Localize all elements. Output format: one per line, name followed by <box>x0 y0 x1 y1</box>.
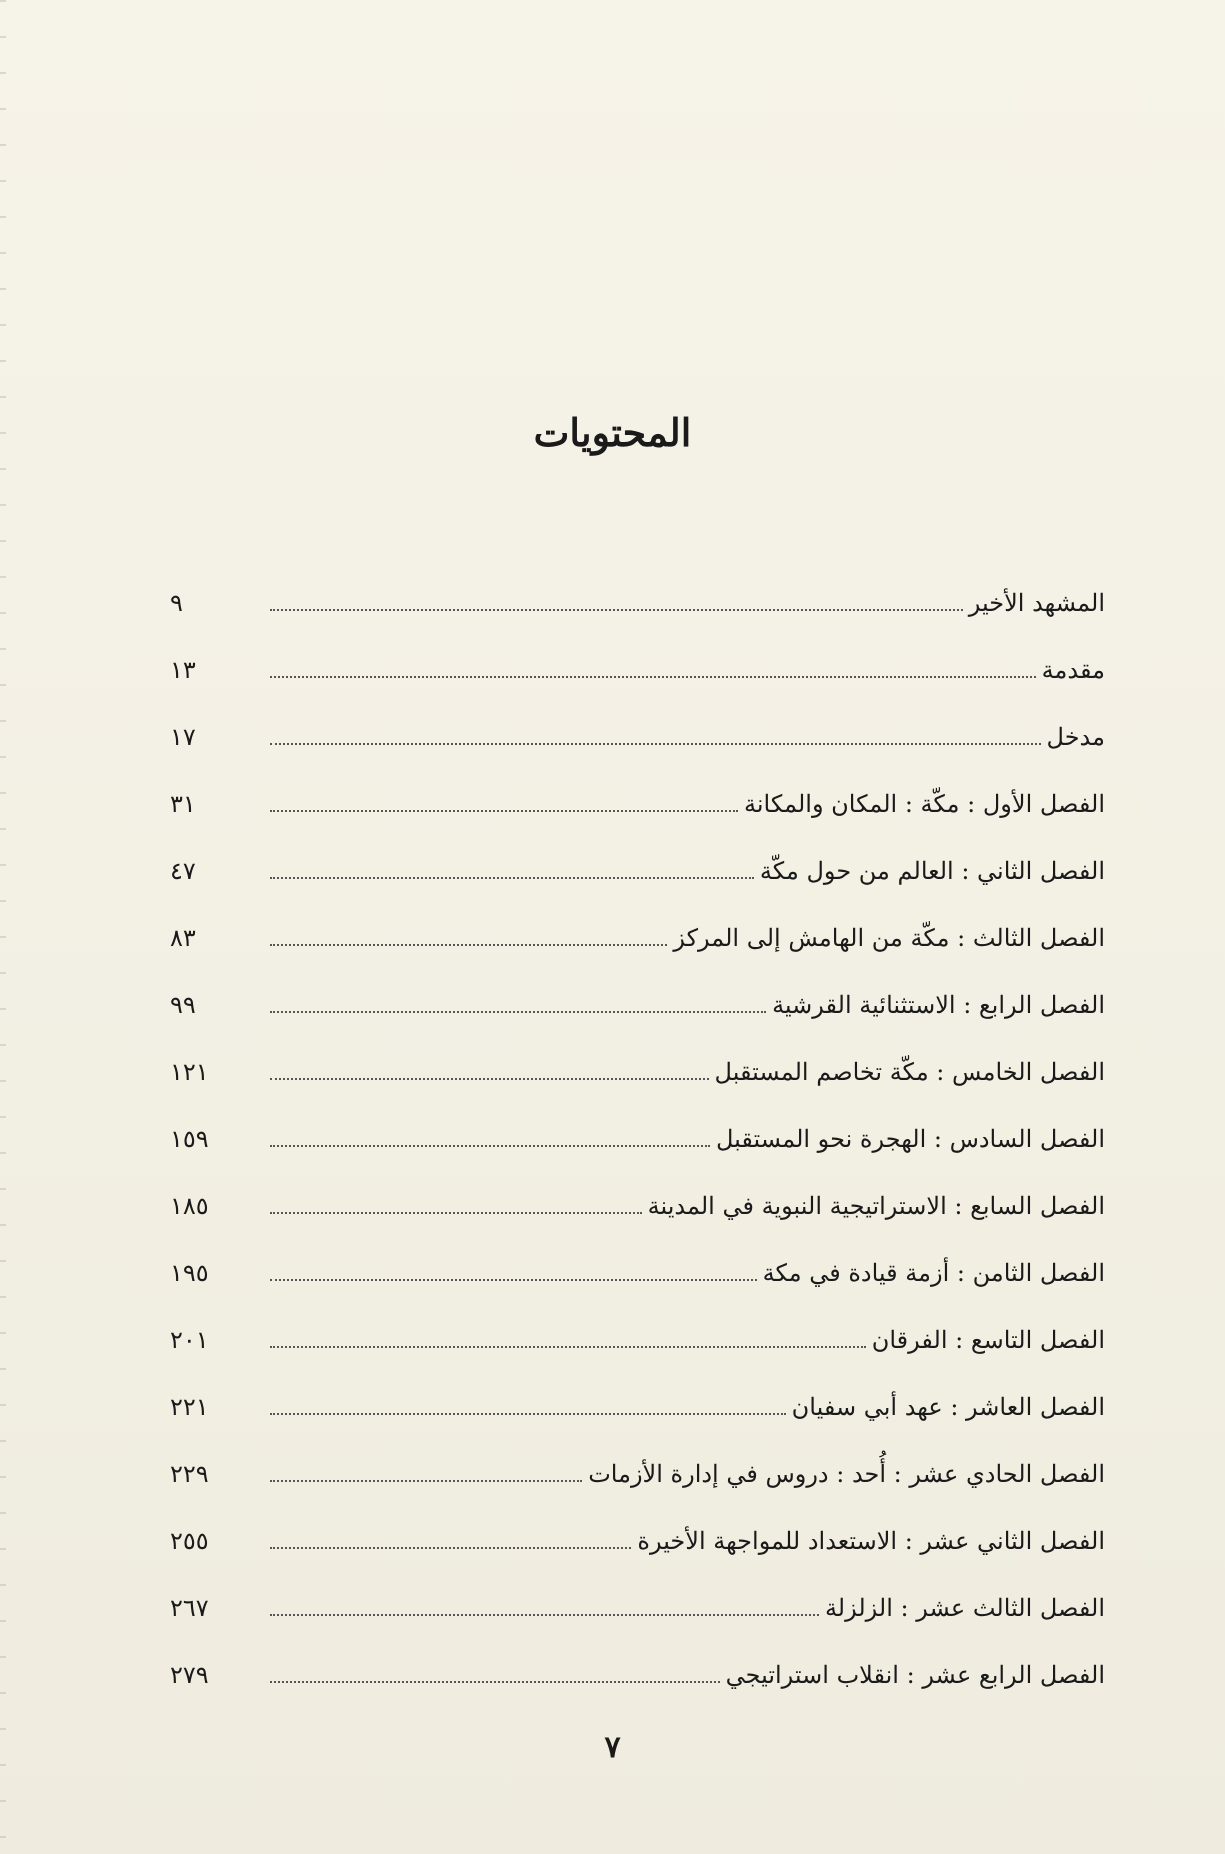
page-number: ٧ <box>604 1730 621 1765</box>
dot-leader <box>270 608 963 611</box>
toc-entry <box>170 1218 1105 1285</box>
dot-leader <box>270 1412 786 1415</box>
toc-entry-title: الفصل الرابع عشر : انقلاب استراتيجي <box>725 1661 1105 1689</box>
dot-leader <box>270 1144 710 1147</box>
toc-entry <box>170 615 1105 682</box>
toc-entry-title: الفصل الثاني : العالم من حول مكّة <box>759 857 1105 885</box>
toc-entry-title: الفصل الأول : مكّة : المكان والمكانة <box>743 790 1105 818</box>
toc-entry-title: الفصل التاسع : الفرقان <box>871 1326 1105 1354</box>
toc-entry-page: ٤٧ <box>170 857 196 885</box>
toc-entry-title: مقدمة <box>1041 656 1105 684</box>
dot-leader <box>270 675 1036 678</box>
dot-leader <box>270 1345 866 1348</box>
toc-entry <box>170 816 1105 883</box>
dot-leader <box>270 1010 766 1013</box>
dot-leader <box>270 943 667 946</box>
table-of-contents <box>170 548 1105 1687</box>
toc-entry <box>170 1017 1105 1084</box>
toc-entry-title: الفصل الثالث : مكّة من الهامش إلى المركز <box>673 924 1105 952</box>
dot-leader <box>270 809 738 812</box>
toc-entry <box>170 950 1105 1017</box>
toc-entry <box>170 883 1105 950</box>
dot-leader <box>270 1680 720 1683</box>
toc-entry-page: ١٥٩ <box>170 1125 209 1153</box>
dot-leader <box>270 1479 582 1482</box>
page-title: المحتويات <box>533 410 692 455</box>
toc-entry-page: ١٨٥ <box>170 1192 209 1220</box>
toc-entry-title: الفصل السادس : الهجرة نحو المستقبل <box>715 1125 1105 1153</box>
toc-entry <box>170 1486 1105 1553</box>
toc-entry-page: ١٧ <box>170 723 196 751</box>
toc-entry-title: الفصل الخامس : مكّة تخاصم المستقبل <box>714 1058 1105 1086</box>
toc-entry-title: الفصل الثالث عشر : الزلزلة <box>824 1594 1105 1622</box>
toc-entry-title: الفصل الرابع : الاستثنائية القرشية <box>772 991 1105 1019</box>
toc-entry-title: الفصل الحادي عشر : أُحد : دروس في إدارة الأزمات <box>588 1460 1105 1488</box>
toc-entry <box>170 1553 1105 1620</box>
dot-leader <box>270 1211 642 1214</box>
toc-entry-title: الفصل الثامن : أزمة قيادة في مكة <box>762 1259 1105 1287</box>
toc-entry-title: الفصل الثاني عشر : الاستعداد للمواجهة الأخيرة <box>637 1527 1105 1555</box>
toc-entry-page: ٢٢٩ <box>170 1460 209 1488</box>
dot-leader <box>270 1613 819 1616</box>
toc-entry <box>170 1151 1105 1218</box>
toc-entry <box>170 749 1105 816</box>
dot-leader <box>270 1546 631 1549</box>
toc-entry-page: ٨٣ <box>170 924 196 952</box>
toc-entry-title: الفصل السابع : الاستراتيجية النبوية في المدينة <box>647 1192 1105 1220</box>
toc-entry-page: ٢٧٩ <box>170 1661 209 1689</box>
toc-entry <box>170 1352 1105 1419</box>
toc-entry-page: ٣١ <box>170 790 196 818</box>
dot-leader <box>270 876 754 879</box>
toc-entry <box>170 548 1105 615</box>
dot-leader <box>270 742 1041 745</box>
toc-entry-title: المشهد الأخير <box>968 589 1105 617</box>
dot-leader <box>270 1077 709 1080</box>
toc-entry-page: ٩٩ <box>170 991 196 1019</box>
toc-entry <box>170 1285 1105 1352</box>
toc-entry-page: ١٩٥ <box>170 1259 209 1287</box>
toc-entry <box>170 1419 1105 1486</box>
toc-entry-title: مدخل <box>1046 723 1105 751</box>
toc-entry-page: ١٣ <box>170 656 196 684</box>
toc-entry-page: ٩ <box>170 589 183 617</box>
toc-entry-page: ٢٢١ <box>170 1393 209 1421</box>
toc-entry <box>170 682 1105 749</box>
toc-entry-page: ٢٥٥ <box>170 1527 209 1555</box>
toc-entry-title: الفصل العاشر : عهد أبي سفيان <box>791 1393 1105 1421</box>
page-edge <box>0 0 6 1854</box>
toc-entry <box>170 1620 1105 1687</box>
toc-entry-page: ٢٦٧ <box>170 1594 209 1622</box>
dot-leader <box>270 1278 757 1281</box>
toc-entry <box>170 1084 1105 1151</box>
toc-entry-page: ١٢١ <box>170 1058 209 1086</box>
toc-entry-page: ٢٠١ <box>170 1326 209 1354</box>
